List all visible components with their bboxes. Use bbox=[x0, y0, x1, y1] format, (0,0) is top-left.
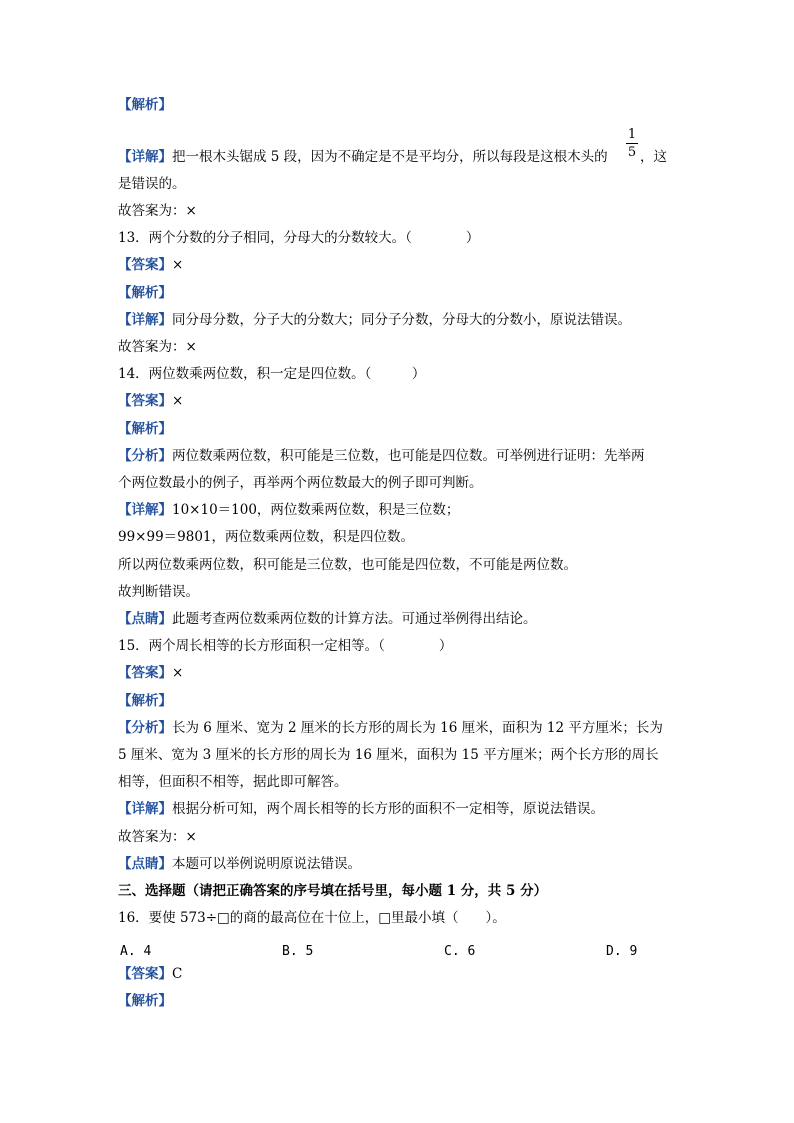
detail-line-cont: 99×99＝9801，两位数乘两位数，积是四位数。 bbox=[118, 529, 415, 545]
comment-line: 【点睛】此题考查两位数乘两位数的计算方法。可通过举例得出结论。 bbox=[118, 611, 537, 627]
answer-tag-line: 【答案】× bbox=[118, 257, 184, 273]
detail-line: 【详解】把一根木头锯成 5 段，因为不确定是不是平均分，所以每段是这根木头的 bbox=[118, 149, 608, 165]
fraction-denominator: 5 bbox=[627, 145, 637, 160]
detail-line: 【详解】根据分析可知，两个周长相等的长方形的面积不一定相等，原说法错误。 bbox=[118, 801, 604, 817]
detail-line-cont: 是错误的。 bbox=[118, 176, 186, 192]
analysis-heading: 【解析】 bbox=[118, 993, 172, 1009]
section-heading: 三、选择题（请把正确答案的序号填在括号里，每小题 1 分，共 5 分） bbox=[118, 883, 548, 899]
option-d: D. 9 bbox=[606, 944, 638, 959]
reasoning-line: 【分析】长为 6 厘米、宽为 2 厘米的长方形的周长为 16 厘米，面积为 12 平方厘米；长为 bbox=[118, 720, 663, 736]
question-15: 15．两个周长相等的长方形面积一定相等。（ ） bbox=[118, 638, 453, 654]
answer-line: 故答案为：× bbox=[118, 829, 197, 845]
conclusion-line: 故判断错误。 bbox=[118, 584, 199, 600]
question-13: 13．两个分数的分子相同，分母大的分数较大。（ ） bbox=[118, 230, 480, 246]
reasoning-line: 【分析】两位数乘两位数，积可能是三位数，也可能是四位数。可举例进行证明：先举两 bbox=[118, 448, 645, 464]
analysis-heading: 【解析】 bbox=[118, 285, 172, 301]
reasoning-line-cont: 5 厘米、宽为 3 厘米的长方形的周长为 16 厘米，面积为 15 平方厘米；两个长方形的周长 bbox=[118, 747, 659, 763]
reasoning-line-cont: 个两位数最小的例子，再举两个两位数最大的例子即可判断。 bbox=[118, 475, 483, 491]
analysis-heading: 【解析】 bbox=[118, 97, 172, 113]
analysis-heading: 【解析】 bbox=[118, 421, 172, 437]
answer-tag-line: 【答案】× bbox=[118, 665, 184, 681]
detail-line: 【详解】同分母分数，分子大的分数大；同分子分数，分母大的分数小，原说法错误。 bbox=[118, 312, 631, 328]
option-c: C. 6 bbox=[444, 944, 476, 959]
answer-line: 故答案为：× bbox=[118, 203, 197, 219]
answer-tag-line: 【答案】× bbox=[118, 393, 184, 409]
answer-line: 故答案为：× bbox=[118, 339, 197, 355]
option-b: B. 5 bbox=[282, 944, 314, 959]
question-14: 14．两位数乘两位数，积一定是四位数。（ ） bbox=[118, 366, 426, 382]
analysis-heading: 【解析】 bbox=[118, 693, 172, 709]
detail-line-tail: ，这 bbox=[640, 149, 667, 165]
detail-line: 【详解】10×10＝100，两位数乘两位数，积是三位数； bbox=[118, 502, 460, 518]
detail-line-cont: 所以两位数乘两位数，积可能是三位数，也可能是四位数，不可能是两位数。 bbox=[118, 557, 577, 573]
comment-line: 【点睛】本题可以举例说明原说法错误。 bbox=[118, 856, 361, 872]
question-16: 16．要使 573÷□的商的最高位在十位上，□里最小填（ ）。 bbox=[118, 910, 506, 926]
reasoning-line-cont: 相等，但面积不相等，据此即可解答。 bbox=[118, 774, 348, 790]
answer-tag-line: 【答案】C bbox=[118, 966, 183, 982]
fraction-numerator: 1 bbox=[627, 127, 637, 142]
fraction-one-fifth bbox=[626, 127, 638, 160]
option-a: A. 4 bbox=[120, 944, 152, 959]
